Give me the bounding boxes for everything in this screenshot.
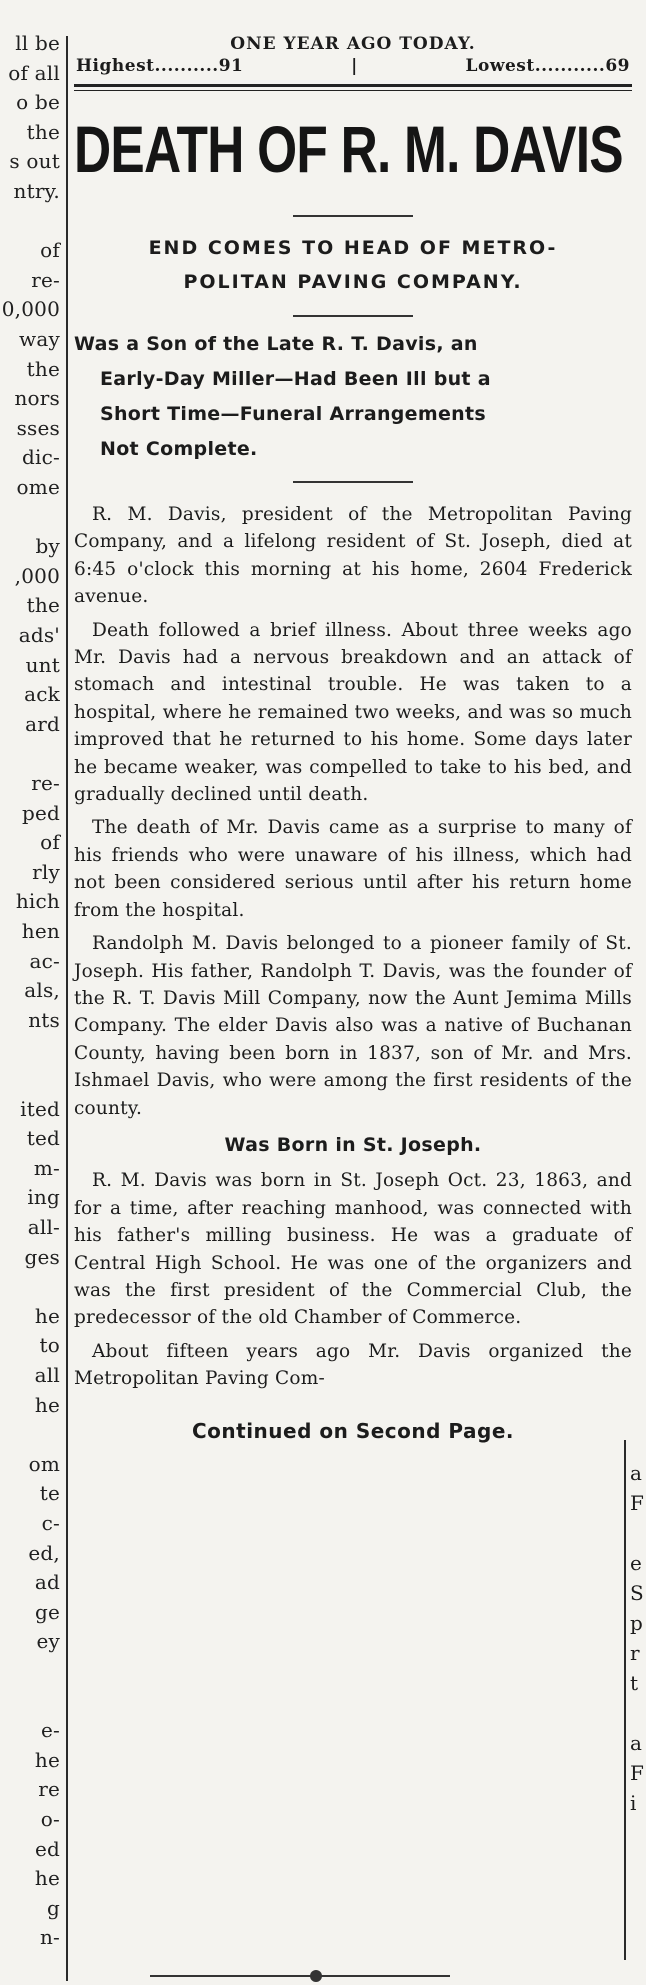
right-column-fragment: e [630,1551,642,1575]
lowest-temp: Lowest...........69 [465,56,630,76]
left-column-fragment: ard [25,711,60,736]
left-column-fragment: ed [34,1836,60,1861]
paragraph: R. M. Davis, president of the Metropolitan Paving Company, and a lifelong resident of St. Joseph, died at 6:45 o'clock this morning at his home, 2604 Frederick avenue. [74,504,632,608]
column-rule-left [66,36,68,1981]
left-column-fragment: re- [31,267,60,292]
highest-temp: Highest..........91 [76,56,244,76]
left-column-fragment: te [39,1481,60,1506]
divider [293,481,413,483]
left-column-fragment: re- [31,771,60,795]
deck-secondary-line: Was a Son of the Late R. T. Davis, an [74,333,478,355]
left-column-fragment: s out [9,149,60,174]
left-column-fragment: rly [32,859,60,884]
article-body [74,501,632,1393]
left-column-fragment: e- [41,1718,60,1743]
left-column-fragment: dic- [22,445,60,470]
left-column-fragment: the [26,119,60,144]
double-rule [74,84,632,91]
right-column-fragment: p [630,1611,643,1635]
subheading: Was Born in St. Joseph. [224,1133,482,1156]
deck-secondary-line: Early-Day Miller—Had Been Ill but a [100,368,491,390]
left-column-fragment: of all [8,60,60,85]
left-column-fragment: als, [24,978,60,1003]
left-column-fragment: he [34,1303,60,1328]
article [74,30,632,1443]
left-column-fragment: nts [28,1007,60,1032]
left-column-fragment: he [34,1392,60,1417]
left-column-fragment: o be [16,90,60,115]
right-column-fragment: F [630,1491,644,1515]
left-column-fragment: unt [25,652,60,677]
deck-secondary [74,327,632,467]
left-column-fragment: c- [41,1511,60,1535]
right-column-fragment: a [630,1731,642,1755]
right-column-fragment: i [630,1791,637,1815]
left-column-fragment: ll be [15,31,60,55]
left-column-fragment: ited [20,1096,60,1121]
left-column-fragment: ed, [28,1540,60,1565]
left-column-fragment: 0,000 [1,297,60,322]
left-column-fragment: o- [40,1807,60,1831]
right-column-fragment: F [630,1761,644,1785]
left-column-fragment: ge [34,1599,60,1624]
temp-separator: | [351,56,358,76]
right-column-fragment: a [630,1461,642,1485]
paragraph: About fifteen years ago Mr. Davis organized the Metropolitan Paving Com- [74,1340,632,1390]
left-column-fragment: by [35,534,60,559]
deck-primary-line: POLITAN PAVING COMPANY. [183,271,523,293]
left-column-fragment: ped [21,800,60,825]
left-column-fragment: ted [26,1126,60,1151]
left-column-fragment: ,000 [14,563,60,588]
left-column-fragment: hich [15,889,60,914]
left-column-fragment: ey [36,1629,60,1654]
left-column-fragment: he [34,1747,60,1772]
headline: DEATH OF R. M. DAVIS [74,112,623,186]
deck-primary-line: END COMES TO HEAD OF METRO- [148,237,558,259]
paragraph: Death followed a brief illness. About three weeks ago Mr. Davis had a nervous breakdown and an attack of stomach and intestinal trouble. He was taken to a hospital, where he remained two weeks, and was so much improved that he returned to his home. Some days later he became weaker, was compelled to take to his bed, and gradually declined until death. [74,619,632,806]
divider [293,315,413,317]
left-column-fragment: ntry. [13,179,60,203]
paragraph: The death of Mr. Davis came as a surprise to many of his friends who were unaware of his illness, which had not been considered serious until after his return home from the hospital. [74,817,632,921]
adjacent-column-left [0,30,66,1985]
left-column-fragment: of [40,830,60,855]
continued-notice: Continued on Second Page. [191,1418,514,1443]
left-column-fragment: all [34,1363,60,1387]
left-column-fragment: all- [27,1215,60,1239]
left-column-fragment: ad [34,1570,60,1595]
bottom-rule [150,1975,450,1977]
left-column-fragment: ing [27,1185,60,1210]
left-column-fragment: g [46,1895,60,1920]
left-column-fragment: ads' [18,623,60,647]
left-column-fragment: n- [39,1925,60,1950]
left-column-fragment: the [26,593,60,618]
one-year-ago-title: ONE YEAR AGO TODAY. [230,34,476,54]
right-column-fragment: t [630,1671,639,1695]
deck-primary [74,231,632,299]
left-column-fragment: ac- [29,948,60,973]
left-column-fragment: ome [16,475,60,499]
left-column-fragment: hen [21,919,60,943]
deck-secondary-line: Not Complete. [100,438,258,460]
left-column-fragment: the [26,356,60,381]
temperature-row [74,56,632,76]
left-column-fragment: re [38,1777,60,1802]
bottom-ornament [310,1970,322,1982]
paragraph: Randolph M. Davis belonged to a pioneer family of St. Joseph. His father, Randolph T. Davis, was the founder of the R. T. Davis Mill Company, now the Aunt Jemima Mills Company. The elder Davis also was a native of Buchanan County, having been born in 1837, son of Mr. and Mrs. Ishmael Davis, who were among the first residents of the county. [74,933,632,1119]
left-column-fragment: ack [24,682,60,707]
left-column-fragment: nors [14,386,60,411]
left-column-fragment: om [28,1451,60,1476]
right-column-fragment: S [630,1581,644,1605]
left-column-fragment: he [34,1866,60,1891]
deck-secondary-line: Short Time—Funeral Arrangements [100,403,486,425]
adjacent-column-right [628,1460,646,1960]
column-rule-right [624,1440,626,1960]
divider [293,215,413,217]
left-column-fragment: way [19,327,60,351]
paragraph: R. M. Davis was born in St. Joseph Oct. 23, 1863, and for a time, after reaching manhood, was connected with his father's milling business. He was a graduate of Central High School. He was one of the organizers and was the first president of the Commercial Club, the predecessor of the old Chamber of Commerce. [74,1170,632,1329]
left-column-fragment: m- [33,1155,60,1180]
left-column-fragment: of [40,238,60,263]
left-column-fragment: ges [24,1244,60,1269]
left-column-fragment: to [39,1333,60,1358]
right-column-fragment: r [630,1641,640,1665]
left-column-fragment: sses [16,415,60,440]
